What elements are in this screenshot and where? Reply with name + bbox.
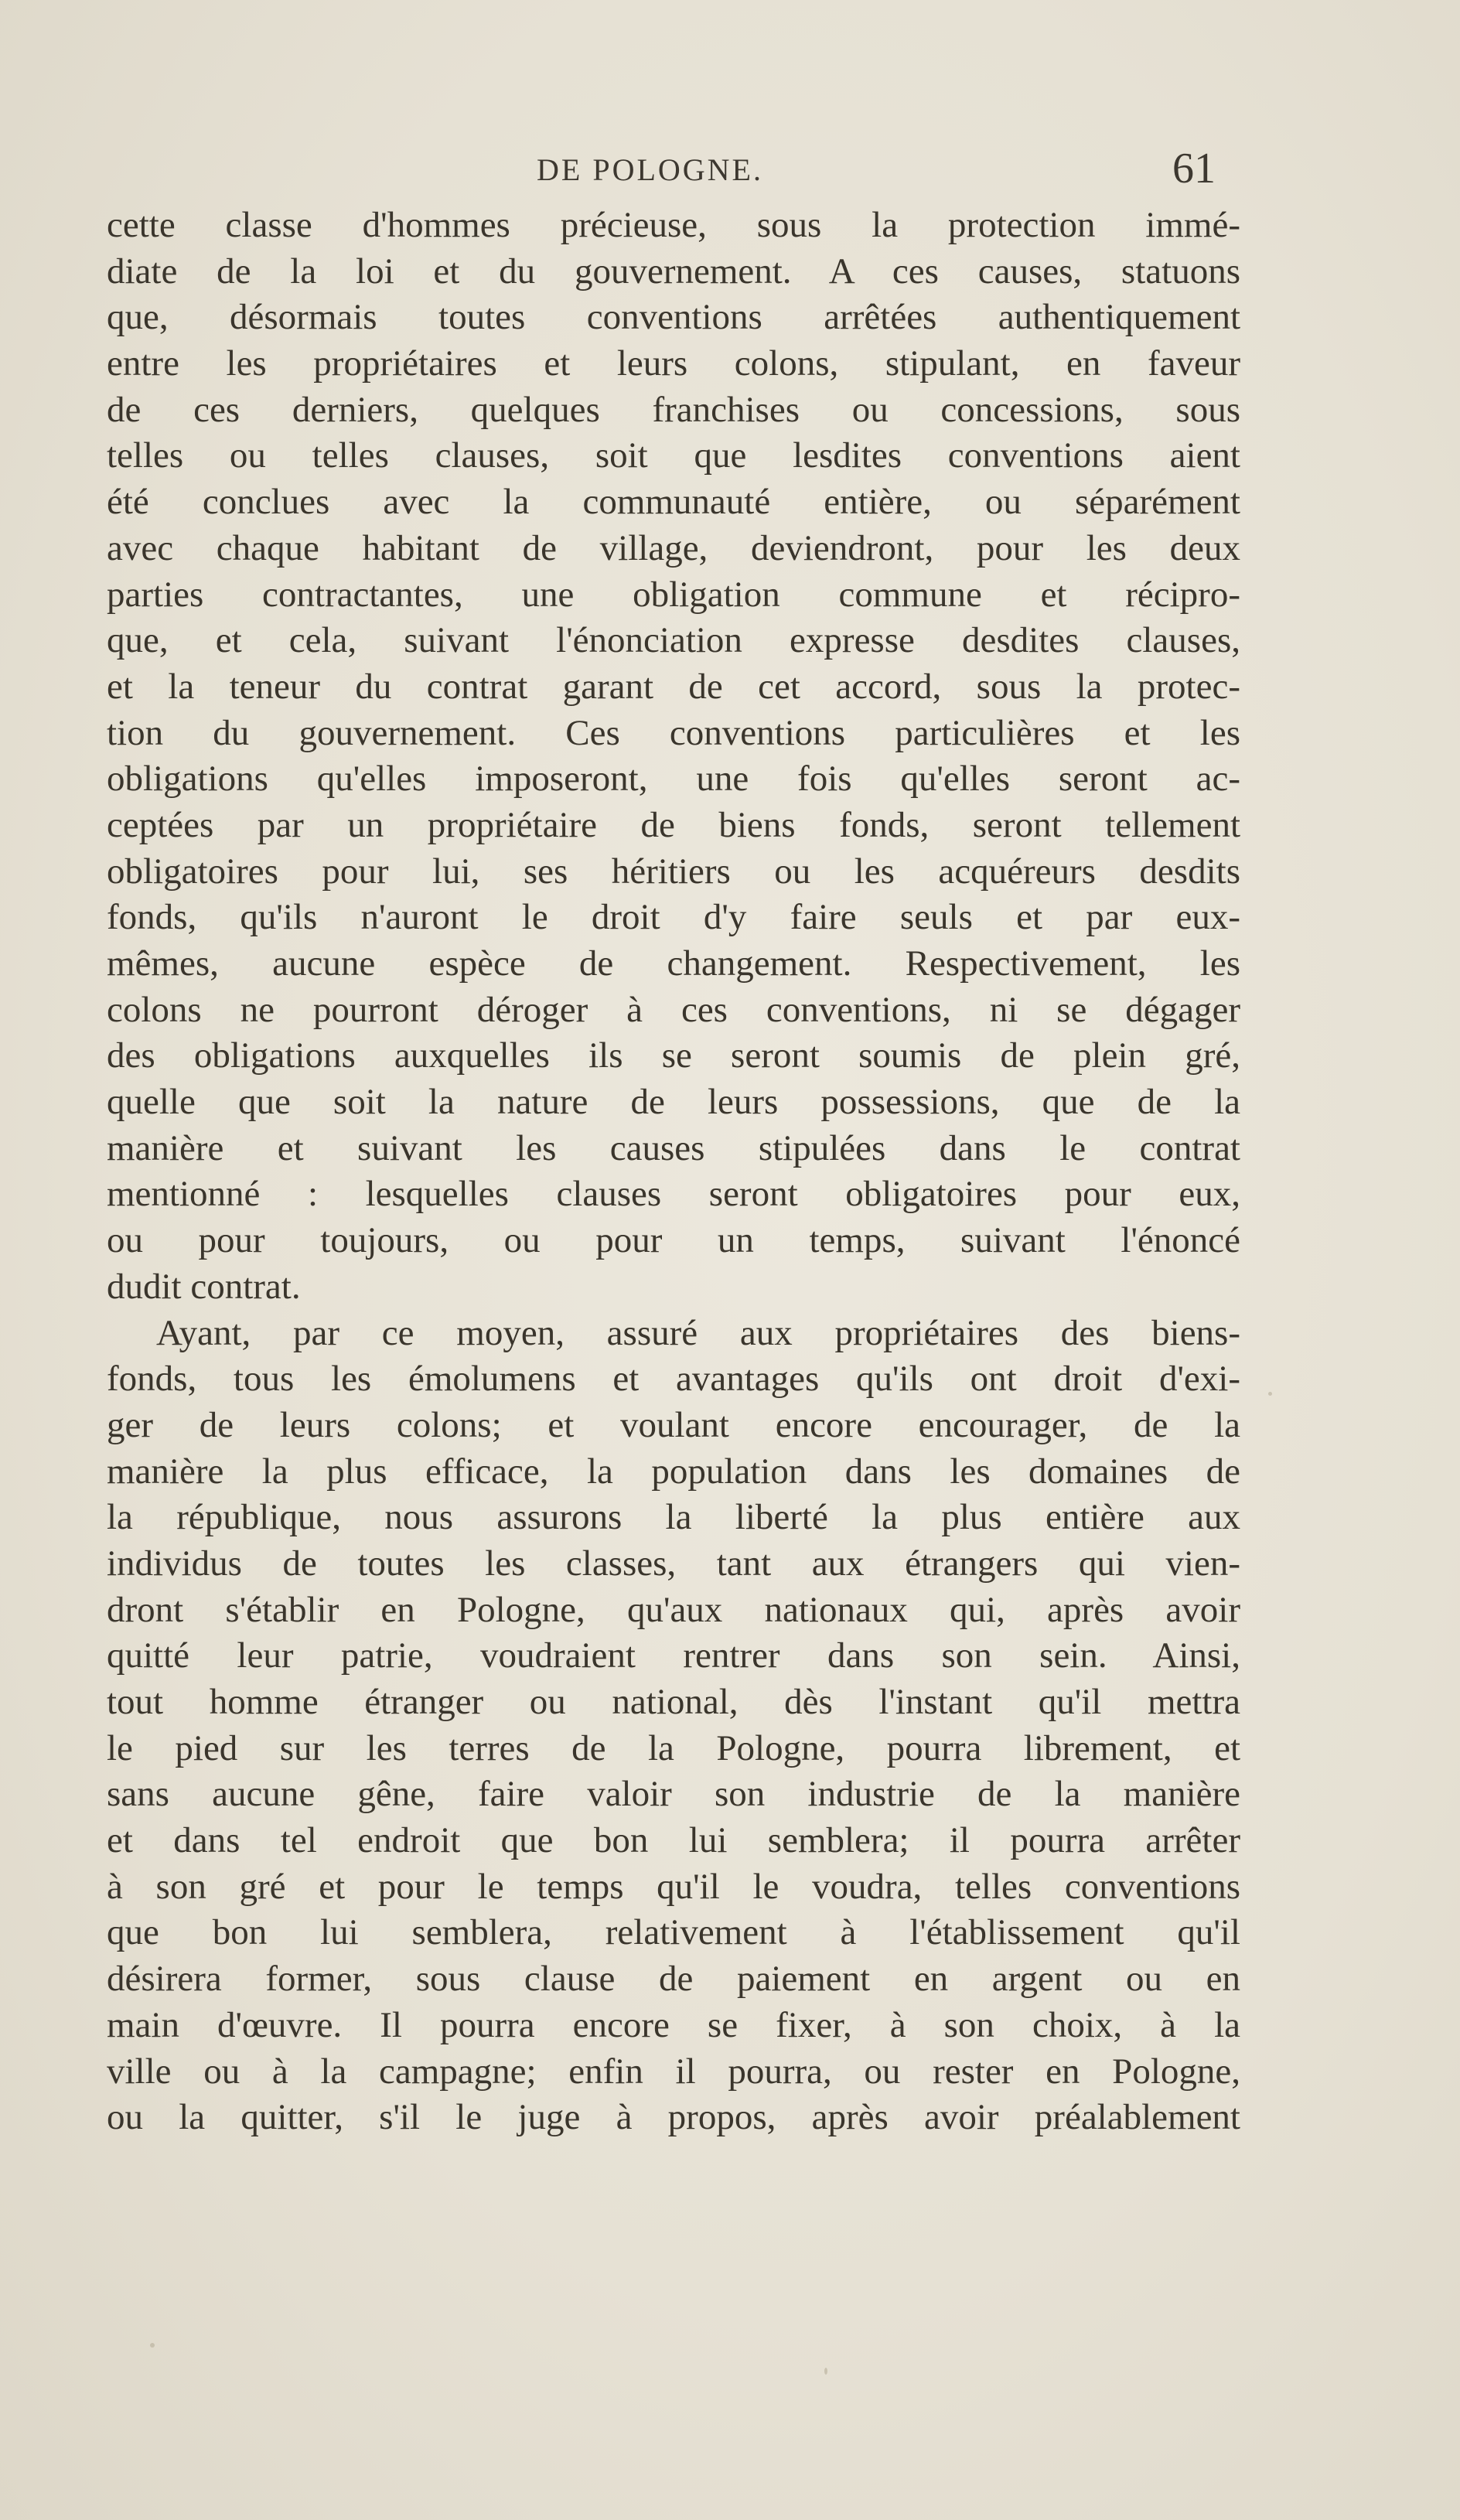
text-line: quitté leur patrie, voudraient rentrer dans son sein. Ainsi, [107,1635,1240,1676]
text-line: ou pour toujours, ou pour un temps, suivant l'énoncé [107,1220,1240,1261]
text-line: et dans tel endroit que bon lui semblera; il pourra arrêter [107,1820,1240,1861]
text-line: le pied sur les terres de la Pologne, pourra librement, et [107,1727,1240,1768]
text-line: fonds, qu'ils n'auront le droit d'y faire seuls et par eux- [107,897,1240,938]
text-line: des obligations auxquelles ils se seront soumis de plein gré, [107,1035,1240,1076]
text-line: diate de la loi et du gouvernement. A ces causes, statuons [107,251,1240,292]
text-line: obligations qu'elles imposeront, une fois qu'elles seront ac- [107,759,1240,800]
text-line: de ces derniers, quelques franchises ou concessions, sous [107,389,1240,430]
text-line: tion du gouvernement. Ces conventions particulières et les [107,712,1240,753]
running-title: DE POLOGNE. [537,152,763,187]
text-line: colons ne pourront déroger à ces conventions, ni se dégager [107,989,1240,1030]
text-line: tout homme étranger ou national, dès l'instant qu'il mettra [107,1682,1240,1722]
paper-speck [824,2368,827,2375]
text-line: manière la plus efficace, la population dans les domaines de [107,1451,1240,1492]
paper-speck [150,2343,155,2348]
text-line: telles ou telles clauses, soit que lesdites conventions aient [107,435,1240,476]
text-line: mentionné : lesquelles clauses seront obligatoires pour eux, [107,1174,1240,1215]
text-line: ger de leurs colons; et voulant encore encourager, de la [107,1404,1240,1445]
text-line: mêmes, aucune espèce de changement. Respectivement, les [107,943,1240,984]
text-line: désirera former, sous clause de paiement en argent ou en [107,1959,1240,2000]
text-line: cette classe d'hommes précieuse, sous la protection immé- [107,205,1240,245]
text-line: que, et cela, suivant l'énonciation expresse desdites clauses, [107,620,1240,661]
text-line: Ayant, par ce moyen, assuré aux propriétaires des biens- [156,1312,1240,1353]
text-line: quelle que soit la nature de leurs possessions, que de la [107,1082,1240,1123]
text-line: obligatoires pour lui, ses héritiers ou les acquéreurs desdits [107,851,1240,892]
text-line: main d'œuvre. Il pourra encore se fixer, à son choix, à la [107,2004,1240,2045]
page-number: 61 [1172,145,1216,193]
text-line: individus de toutes les classes, tant aux étrangers qui vien- [107,1543,1240,1584]
text-line: la république, nous assurons la liberté la plus entière aux [107,1497,1240,1538]
text-line: dudit contrat. [107,1266,301,1307]
text-line: ceptées par un propriétaire de biens fonds, seront tellement [107,804,1240,845]
paper-speck [1268,1392,1272,1396]
text-line: parties contractantes, une obligation commune et récipro- [107,574,1240,615]
text-line: et la teneur du contrat garant de cet accord, sous la protec- [107,666,1240,707]
body-text [107,203,1240,2141]
text-line: sans aucune gêne, faire valoir son industrie de la manière [107,1774,1240,1815]
text-line: que bon lui semblera, relativement à l'établissement qu'il [107,1912,1240,1953]
text-line: avec chaque habitant de village, deviendront, pour les deux [107,527,1240,568]
text-line: que, désormais toutes conventions arrêtées authentiquement [107,297,1240,338]
text-line: dront s'établir en Pologne, qu'aux nationaux qui, après avoir [107,1589,1240,1630]
text-line: été conclues avec la communauté entière, ou séparément [107,482,1240,523]
text-line: entre les propriétaires et leurs colons, stipulant, en faveur [107,343,1240,384]
text-line: ou la quitter, s'il le juge à propos, après avoir préalablement [107,2097,1240,2138]
text-line: ville ou à la campagne; enfin il pourra, ou rester en Pologne, [107,2051,1240,2092]
text-line: à son gré et pour le temps qu'il le voudra, telles conventions [107,1866,1240,1907]
text-line: manière et suivant les causes stipulées dans le contrat [107,1127,1240,1168]
text-line: fonds, tous les émolumens et avantages qu'ils ont droit d'exi- [107,1359,1240,1400]
